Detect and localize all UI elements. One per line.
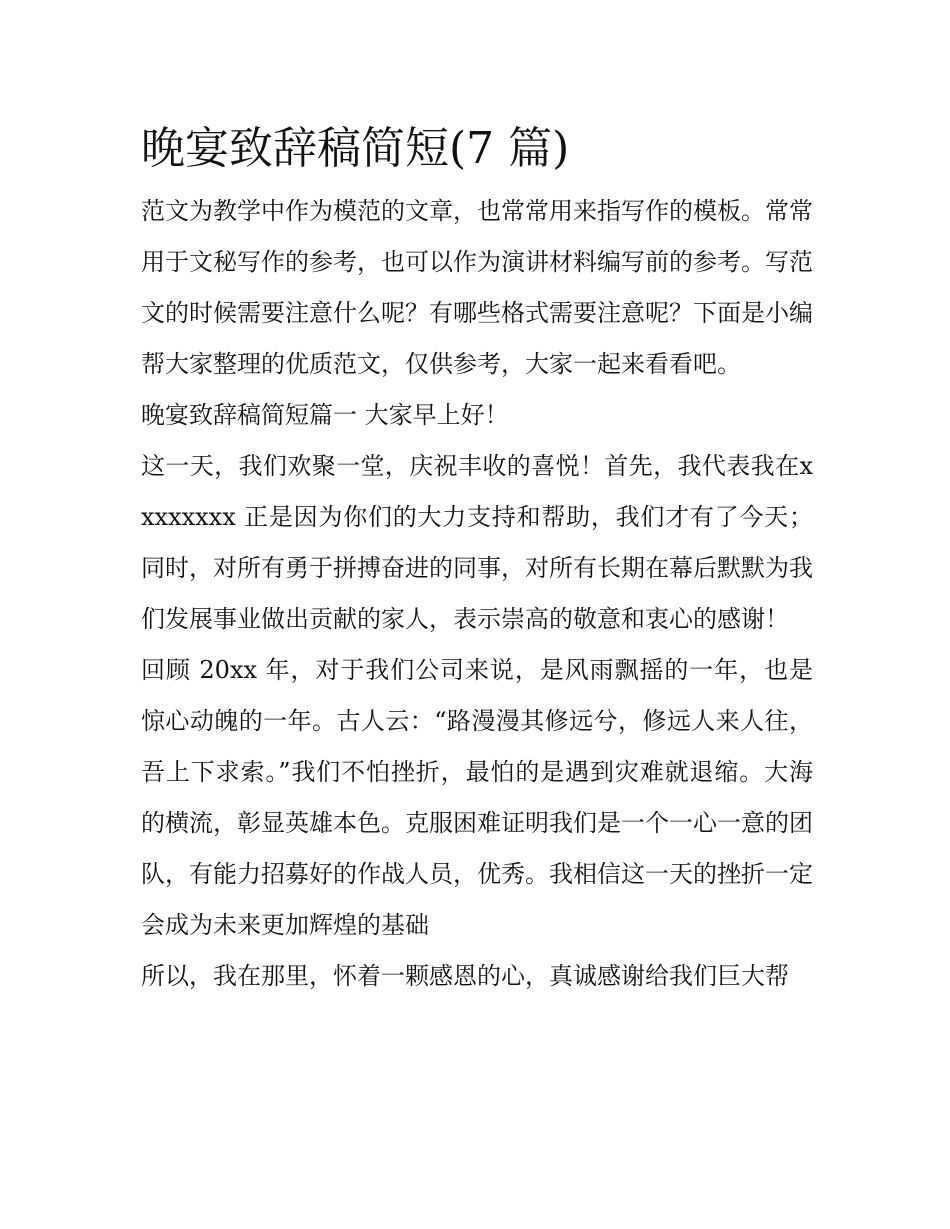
document-title: 晚宴致辞稿简短(7 篇): [141, 123, 570, 174]
closing-paragraph: 所以，我在那里，怀着一颗感恩的心，真诚感谢给我们巨大帮: [141, 962, 789, 990]
review-paragraph: 回顾 20xx 年，对于我们公司来说，是风雨飘摇的一年，也是惊心动魄的一年。古人云：“路漫漫其修远兮，修远人来人往，吾上下求索。”我们不怕挫折，最怕的是遇到灾难就退缩。大海的横流，彰显英雄本色。克服困难证明我们是一个一心一意的团队，有能力招募好的作战人员，优秀。我相信这一天的挫折一定会成为未来更加辉煌的基础: [141, 656, 813, 939]
section-heading-paragraph: 晚宴致辞稿简短篇一 大家早上好！: [141, 401, 509, 429]
gratitude-paragraph: 这一天，我们欢聚一堂，庆祝丰收的喜悦！首先，我代表我在xxxxxxxx 正是因为你们的大力支持和帮助，我们才有了今天；同时，对所有勇于拼搏奋进的同事，对所有长期在幕后默默为我们发展事业做出贡献的家人，表示崇高的敬意和衷心的感谢！: [141, 452, 813, 633]
intro-paragraph: 范文为教学中作为模范的文章，也常常用来指写作的模板。常常用于文秘写作的参考，也可以作为演讲材料编写前的参考。写范文的时候需要注意什么呢？有哪些格式需要注意呢？下面是小编帮大家整理的优质范文，仅供参考，大家一起来看看吧。: [141, 197, 813, 378]
document-content: [141, 112, 813, 1002]
document-body: [141, 186, 813, 1002]
